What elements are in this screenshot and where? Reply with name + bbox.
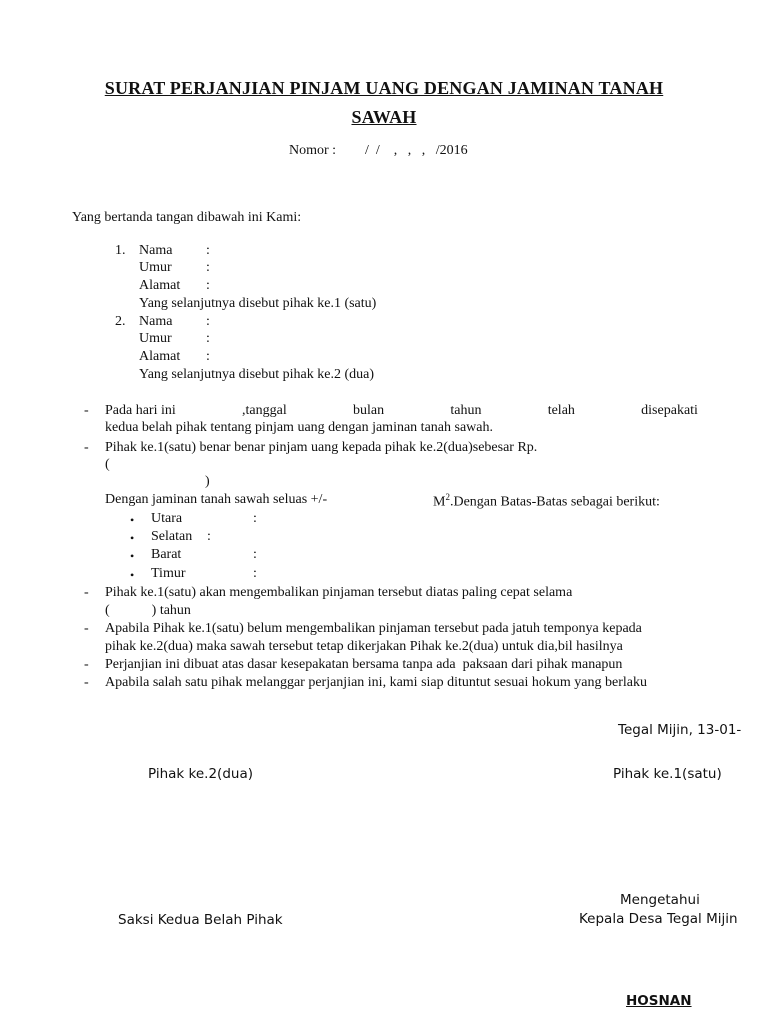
nomor-value: / / , , , /2016 bbox=[365, 143, 468, 158]
bullet-icon: • bbox=[130, 568, 135, 582]
border-barat-colon: : bbox=[253, 547, 257, 562]
clause-1-word: disepakati bbox=[641, 403, 698, 418]
nomor-label: Nomor : bbox=[289, 143, 337, 158]
border-utara-colon: : bbox=[253, 511, 257, 526]
kepala-desa-name: HOSNAN bbox=[626, 993, 692, 1009]
clause-2-area-unit bbox=[433, 492, 660, 511]
clause-2-close-paren: ) bbox=[205, 474, 210, 489]
clause-1-line-1 bbox=[105, 403, 698, 419]
clause-2-dash: - bbox=[84, 440, 89, 455]
party-1-nama-colon: : bbox=[206, 243, 210, 258]
clause-2-jaminan: Dengan jaminan tanah sawah seluas +/- bbox=[105, 492, 328, 507]
area-unit-m: M bbox=[433, 494, 446, 510]
party-2-number: 2. bbox=[115, 314, 126, 329]
area-unit-superscript: 2 bbox=[445, 492, 450, 502]
border-barat-label: Barat bbox=[151, 547, 182, 562]
party-1-nama-label: Nama bbox=[139, 243, 173, 258]
clause-3-line-2: ( ) tahun bbox=[105, 603, 191, 618]
border-timur-label: Timur bbox=[151, 566, 186, 581]
pihak-2-signature-label: Pihak ke.2(dua) bbox=[148, 766, 253, 782]
party-2-description: Yang selanjutnya disebut pihak ke.2 (dua) bbox=[139, 367, 374, 382]
clause-4-line-1: Apabila Pihak ke.1(satu) belum mengembalikan pinjaman tersebut pada jatuh temponya kepada bbox=[105, 621, 642, 636]
clause-1-word: ,tanggal bbox=[242, 403, 287, 418]
bullet-icon: • bbox=[130, 531, 135, 545]
clause-4-dash: - bbox=[84, 621, 89, 636]
party-2-alamat-label: Alamat bbox=[139, 349, 181, 364]
party-2-nama-colon: : bbox=[206, 314, 210, 329]
clause-2-line-1: Pihak ke.1(satu) benar benar pinjam uang kepada pihak ke.2(dua)sebesar Rp. bbox=[105, 440, 538, 455]
bullet-icon: • bbox=[130, 513, 135, 527]
party-2-alamat-colon: : bbox=[206, 349, 210, 364]
party-1-number: 1. bbox=[115, 243, 126, 258]
document-title bbox=[60, 74, 708, 132]
party-1-umur-label: Umur bbox=[139, 260, 172, 275]
title-line-2: SAWAH bbox=[351, 107, 417, 127]
clause-1-word: tahun bbox=[450, 403, 482, 418]
border-selatan-colon: : bbox=[207, 529, 211, 544]
clause-5-text: Perjanjian ini dibuat atas dasar kesepakatan bersama tanpa ada paksaan dari pihak manapun bbox=[105, 657, 623, 672]
clause-1-line-2: kedua belah pihak tentang pinjam uang dengan jaminan tanah sawah. bbox=[105, 420, 493, 435]
bullet-icon: • bbox=[130, 549, 135, 563]
clause-1-word: Pada hari ini bbox=[105, 403, 176, 418]
clause-6-dash: - bbox=[84, 675, 89, 690]
party-1-umur-colon: : bbox=[206, 260, 210, 275]
clause-3-line-1: Pihak ke.1(satu) akan mengembalikan pinjaman tersebut diatas paling cepat selama bbox=[105, 585, 573, 600]
clause-1-word: telah bbox=[547, 403, 575, 418]
clause-2-batas: .Dengan Batas-Batas sebagai berikut: bbox=[449, 494, 660, 510]
pihak-1-signature-label: Pihak ke.1(satu) bbox=[613, 766, 722, 782]
clause-4-line-2: pihak ke.2(dua) maka sawah tersebut tetap dikerjakan Pihak ke.2(dua) untuk dia,bil hasilnya bbox=[105, 639, 623, 654]
clause-6-text: Apabila salah satu pihak melanggar perjanjian ini, kami siap dituntut sesuai hokum yang berlaku bbox=[105, 675, 647, 690]
saksi-label: Saksi Kedua Belah Pihak bbox=[118, 912, 283, 928]
border-timur-colon: : bbox=[253, 566, 257, 581]
place-date: Tegal Mijin, 13-01- bbox=[618, 722, 742, 738]
party-1-alamat-colon: : bbox=[206, 278, 210, 293]
mengetahui-label: Mengetahui bbox=[620, 892, 700, 908]
intro-text: Yang bertanda tangan dibawah ini Kami: bbox=[72, 210, 302, 225]
clause-3-dash: - bbox=[84, 585, 89, 600]
party-1-alamat-label: Alamat bbox=[139, 278, 181, 293]
party-2-umur-label: Umur bbox=[139, 331, 172, 346]
clause-2-open-paren: ( bbox=[105, 457, 110, 472]
party-2-umur-colon: : bbox=[206, 331, 210, 346]
border-utara-label: Utara bbox=[151, 511, 183, 526]
border-selatan-label: Selatan bbox=[151, 529, 193, 544]
party-2-nama-label: Nama bbox=[139, 314, 173, 329]
clause-1-word: bulan bbox=[352, 403, 385, 418]
kepala-desa-label: Kepala Desa Tegal Mijin bbox=[579, 911, 738, 927]
title-line-1: SURAT PERJANJIAN PINJAM UANG DENGAN JAMINAN TANAH bbox=[104, 78, 664, 98]
party-1-description: Yang selanjutnya disebut pihak ke.1 (satu) bbox=[139, 296, 377, 311]
clause-1-dash: - bbox=[84, 403, 89, 418]
clause-5-dash: - bbox=[84, 657, 89, 672]
